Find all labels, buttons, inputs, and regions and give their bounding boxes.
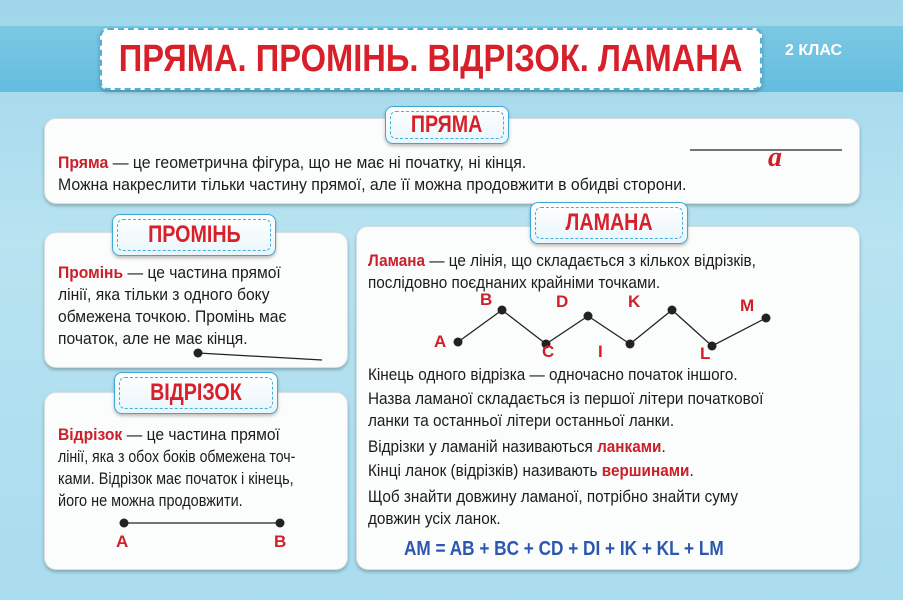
segment-line-1: Відрізок — це частина прямої	[58, 425, 280, 444]
line-heading-tag	[385, 106, 509, 144]
line-note: Можна накреслити тільки частину прямої, але її можна продовжити в обидві сторони.	[58, 175, 687, 194]
vertex-c: C	[542, 342, 555, 361]
vertex-b: B	[480, 290, 493, 309]
polyline-para-1: Кінець одного відрізка — одночасно початок іншого.	[368, 365, 738, 384]
vertex-a: A	[434, 332, 447, 351]
polyline-para-7: довжин усіх ланок.	[368, 509, 501, 528]
ray-heading-tag	[112, 214, 276, 256]
ray-line-3: обмежена точкою. Промінь має	[58, 307, 287, 326]
segment-heading-tag	[114, 372, 278, 414]
vertex-i: I	[598, 342, 603, 361]
segment-illustration	[118, 516, 288, 530]
polyline-line-2: послідовно поєднаних крайніми точками.	[368, 273, 661, 292]
grade-label: 2 КЛАС	[785, 42, 843, 59]
segment-point-b: B	[274, 532, 287, 551]
vertex-d: D	[556, 292, 569, 311]
length-formula: AM = AB + BC + CD + DI + IK + KL + LM	[404, 538, 724, 560]
segment-line-4: його не можна продовжити.	[58, 491, 243, 510]
vertex-l: L	[700, 344, 711, 363]
ray-line-1: Промінь — це частина прямої	[58, 263, 281, 282]
segment-heading: ВІДРІЗОК	[150, 379, 242, 406]
ray-heading: ПРОМІНЬ	[147, 221, 241, 248]
polyline-heading-tag	[530, 202, 688, 244]
line-letter: a	[768, 142, 782, 173]
segment-line-2: лінії, яка з обох боків обмежена точ-	[58, 447, 296, 466]
polyline-para-5: Кінці ланок (відрізків) називають вершинами.	[368, 461, 694, 480]
polyline-line-1: Ламана — це лінія, що складається з кількох відрізків,	[368, 251, 756, 270]
segment-line-3: ками. Відрізок має початок і кінець,	[58, 469, 294, 488]
title-banner	[100, 28, 762, 90]
polyline-para-3: ланки та останньої літери останньої ланки.	[368, 411, 675, 430]
ray-illustration	[190, 346, 330, 366]
polyline-heading: ЛАМАНА	[565, 209, 653, 236]
ray-line-4: початок, але не має кінця.	[58, 329, 248, 348]
vertex-m: M	[740, 296, 755, 315]
line-heading: ПРЯМА	[411, 111, 483, 138]
ray-line-2: лінії, яка тільки з одного боку	[58, 285, 270, 304]
line-definition: Пряма — це геометрична фігура, що не має ні початку, ні кінця.	[58, 153, 527, 172]
vertex-k: K	[628, 292, 641, 311]
polyline-para-4: Відрізки у ламаній називаються ланками.	[368, 437, 666, 456]
segment-point-a: A	[116, 532, 129, 551]
polyline-para-2: Назва ламаної складається із першої літери початкової	[368, 389, 764, 408]
page-title: ПРЯМА. ПРОМІНЬ. ВІДРІЗОК. ЛАМАНА	[119, 37, 743, 80]
polyline-para-6: Щоб знайти довжину ламаної, потрібно знайти суму	[368, 487, 739, 506]
